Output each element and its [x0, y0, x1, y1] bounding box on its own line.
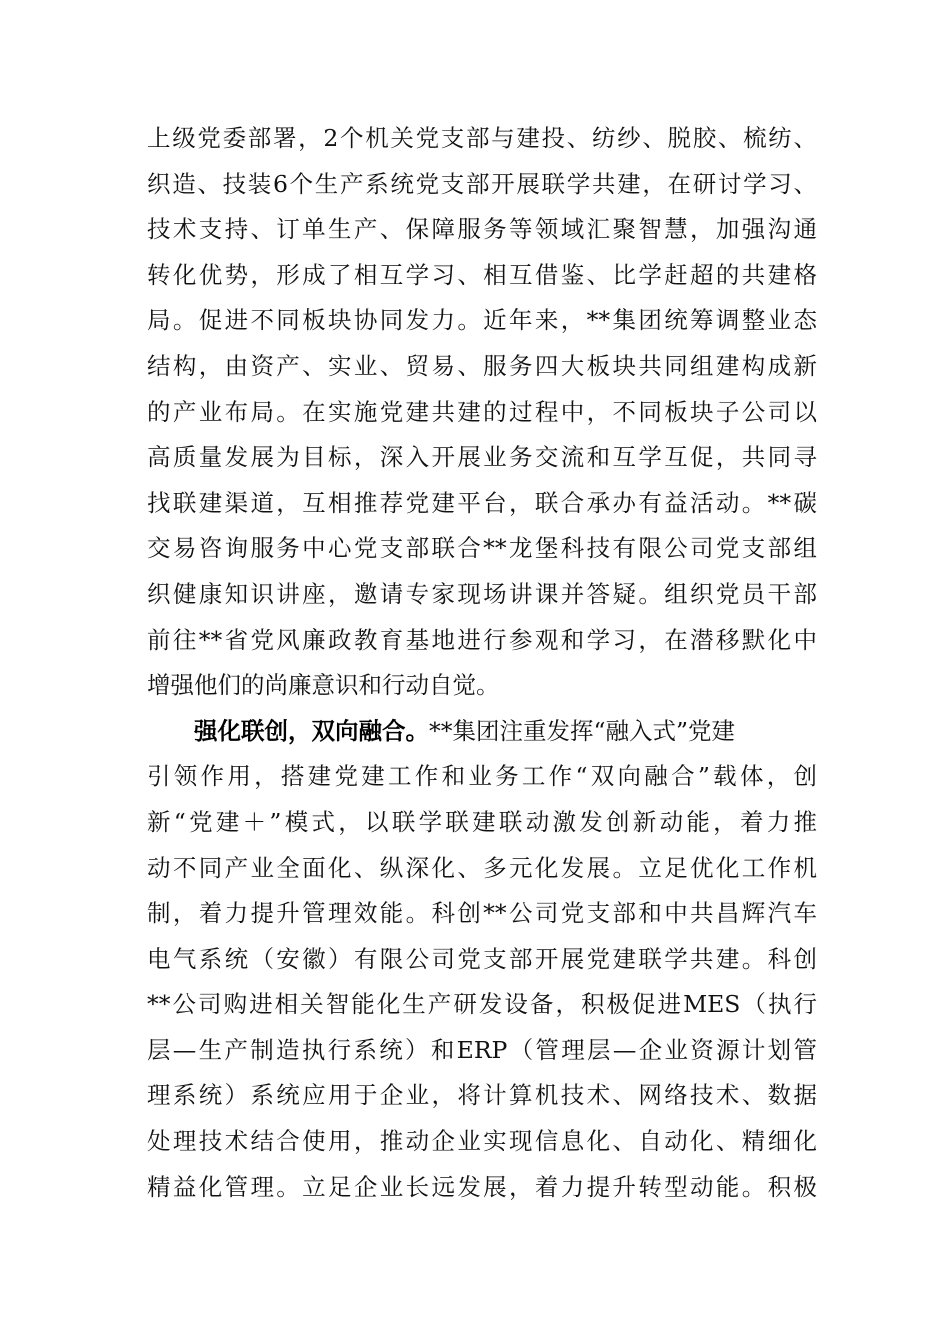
- text-line-first: [147, 709, 817, 755]
- text-line: 处理技术结合使用，推动企业实现信息化、自动化、精细化: [147, 1127, 817, 1156]
- paragraph-heading: 强化联创，双向融合。: [194, 716, 429, 745]
- text-line: 电气系统（安徽）有限公司党支部开展党建联学共建。科创: [147, 944, 817, 973]
- paragraph-1: [147, 116, 817, 709]
- text-line: 技术支持、订单生产、保障服务等领域汇聚智慧，加强沟通: [147, 215, 817, 244]
- text-line: 的产业布局。在实施党建共建的过程中，不同板块子公司以: [147, 397, 817, 426]
- text-line: 增强他们的尚廉意识和行动自觉。: [147, 671, 500, 700]
- text-line: 局。促进不同板块协同发力。近年来，**集团统筹调整业态: [147, 306, 817, 335]
- text-line: 精益化管理。立足企业长远发展，着力提升转型动能。积极: [147, 1172, 817, 1201]
- text-line: 织健康知识讲座，邀请专家现场讲课并答疑。组织党员干部: [147, 579, 817, 608]
- text-line: 结构，由资产、实业、贸易、服务四大板块共同组建构成新: [147, 351, 817, 380]
- text-line: 转化优势，形成了相互学习、相互借鉴、比学赶超的共建格: [147, 260, 817, 289]
- text-line: 层—生产制造执行系统）和ERP（管理层—企业资源计划管: [147, 1035, 817, 1064]
- text-line: 新“党建＋”模式，以联学联建联动激发创新动能，着力推: [147, 807, 817, 836]
- first-line-rest: **集团注重发挥“融入式”党建: [429, 716, 736, 745]
- text-line: 织造、技装6个生产系统党支部开展联学共建，在研讨学习、: [147, 169, 817, 198]
- text-line: 动不同产业全面化、纵深化、多元化发展。立足优化工作机: [147, 853, 817, 882]
- text-line: 理系统）系统应用于企业，将计算机技术、网络技术、数据: [147, 1081, 817, 1110]
- text-line: 高质量发展为目标，深入开展业务交流和互学互促，共同寻: [147, 443, 817, 472]
- text-line: 上级党委部署，2个机关党支部与建投、纺纱、脱胶、梳纺、: [147, 124, 817, 152]
- text-line: 前往**省党风廉政教育基地进行参观和学习，在潜移默化中: [147, 625, 817, 654]
- document-body: [147, 116, 817, 1210]
- text-line: 交易咨询服务中心党支部联合**龙堡科技有限公司党支部组: [147, 534, 817, 563]
- paragraph-2: [147, 709, 817, 1211]
- text-line: 引领作用，搭建党建工作和业务工作“双向融合”载体，创: [147, 762, 817, 791]
- text-line: **公司购进相关智能化生产研发设备，积极促进MES（执行: [147, 990, 817, 1019]
- text-line: 找联建渠道，互相推荐党建平台，联合承办有益活动。**碳: [147, 488, 817, 517]
- text-line: 制，着力提升管理效能。科创**公司党支部和中共昌辉汽车: [147, 899, 817, 928]
